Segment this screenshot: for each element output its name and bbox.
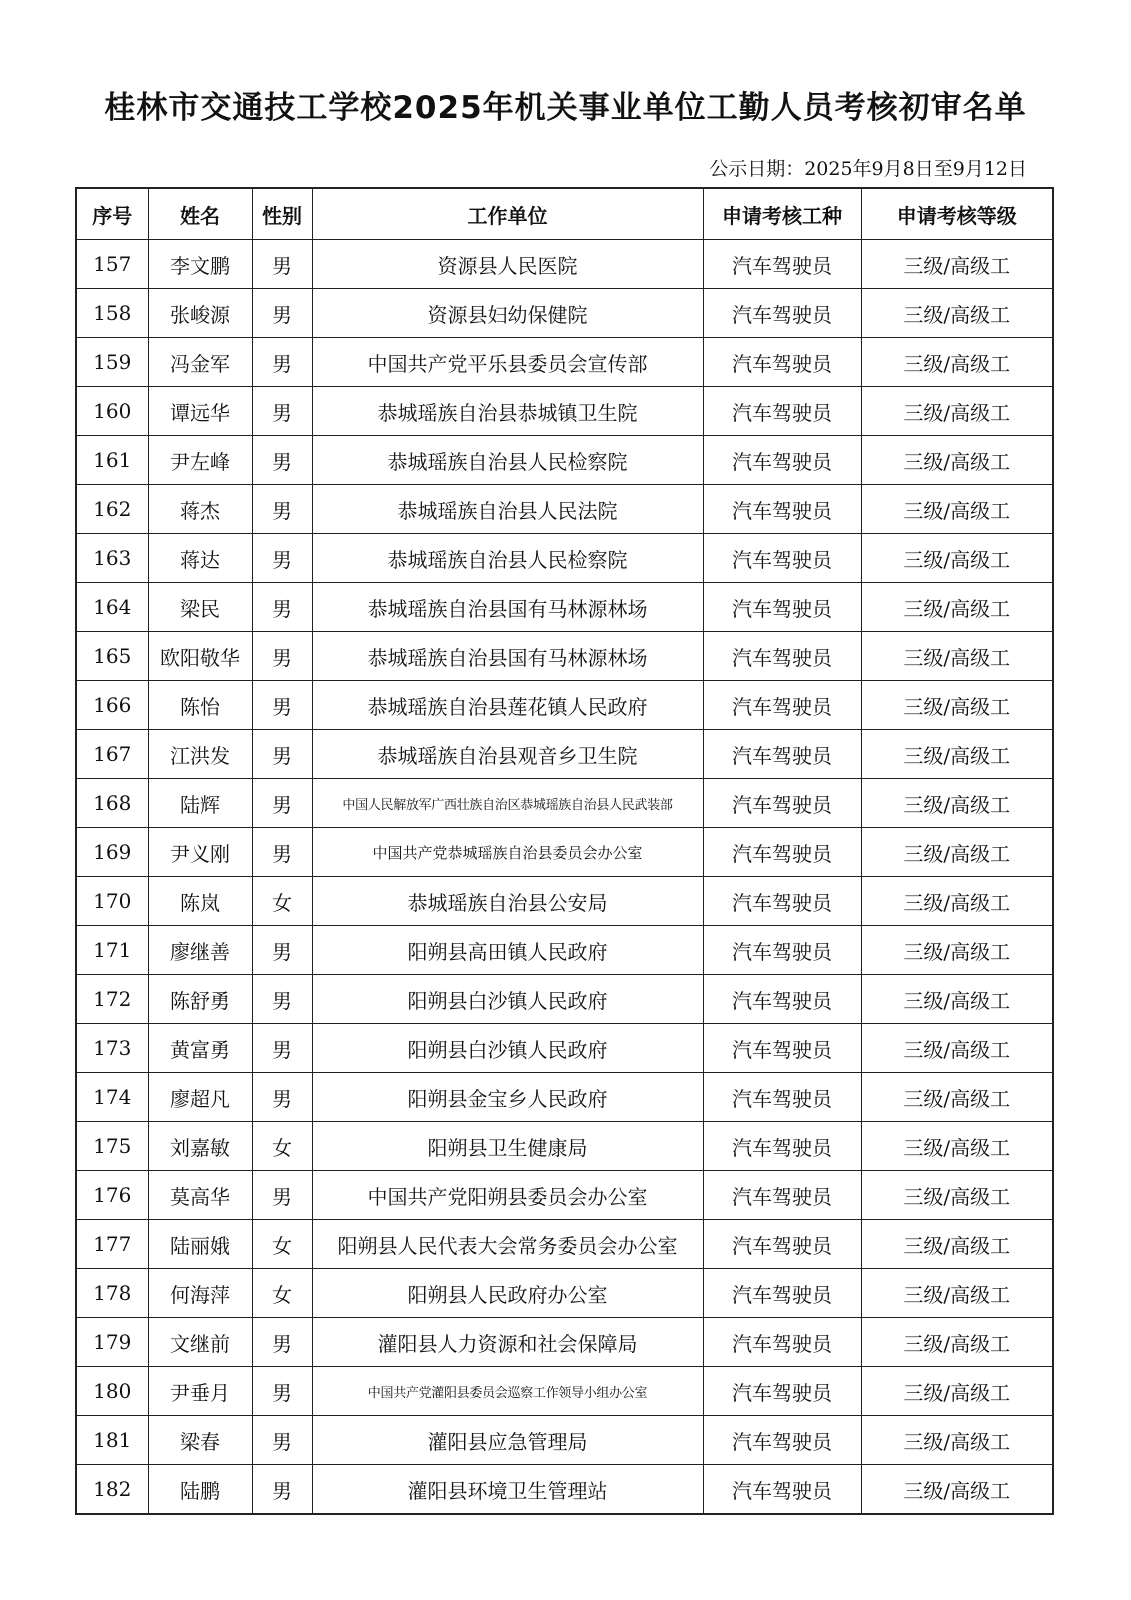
cell-level: 三级/高级工 bbox=[861, 1269, 1053, 1318]
cell-work-unit: 阳朔县高田镇人民政府 bbox=[312, 926, 703, 975]
cell-work-unit: 阳朔县金宝乡人民政府 bbox=[312, 1073, 703, 1122]
table-row bbox=[76, 828, 1053, 877]
cell-name: 梁民 bbox=[148, 583, 252, 632]
cell-gender: 男 bbox=[252, 289, 312, 338]
table-row bbox=[76, 1220, 1053, 1269]
header-name: 姓名 bbox=[148, 188, 252, 240]
cell-level: 三级/高级工 bbox=[861, 975, 1053, 1024]
cell-trade: 汽车驾驶员 bbox=[703, 436, 861, 485]
cell-level: 三级/高级工 bbox=[861, 485, 1053, 534]
cell-work-unit: 阳朔县人民代表大会常务委员会办公室 bbox=[312, 1220, 703, 1269]
cell-name: 陈舒勇 bbox=[148, 975, 252, 1024]
cell-serial: 171 bbox=[76, 926, 148, 975]
cell-work-unit: 灌阳县环境卫生管理站 bbox=[312, 1465, 703, 1515]
cell-name: 黄富勇 bbox=[148, 1024, 252, 1073]
header-gender: 性别 bbox=[252, 188, 312, 240]
cell-serial: 157 bbox=[76, 240, 148, 289]
cell-name: 莫高华 bbox=[148, 1171, 252, 1220]
cell-work-unit: 恭城瑶族自治县公安局 bbox=[312, 877, 703, 926]
cell-gender: 男 bbox=[252, 240, 312, 289]
cell-name: 谭远华 bbox=[148, 387, 252, 436]
table-row bbox=[76, 1171, 1053, 1220]
cell-name: 廖继善 bbox=[148, 926, 252, 975]
table-row bbox=[76, 1122, 1053, 1171]
cell-work-unit: 恭城瑶族自治县国有马林源林场 bbox=[312, 632, 703, 681]
cell-serial: 174 bbox=[76, 1073, 148, 1122]
cell-work-unit: 恭城瑶族自治县人民检察院 bbox=[312, 436, 703, 485]
cell-serial: 161 bbox=[76, 436, 148, 485]
cell-serial: 181 bbox=[76, 1416, 148, 1465]
cell-level: 三级/高级工 bbox=[861, 583, 1053, 632]
cell-name: 梁春 bbox=[148, 1416, 252, 1465]
cell-level: 三级/高级工 bbox=[861, 1367, 1053, 1416]
header-trade: 申请考核工种 bbox=[703, 188, 861, 240]
cell-level: 三级/高级工 bbox=[861, 240, 1053, 289]
cell-name: 陈岚 bbox=[148, 877, 252, 926]
cell-trade: 汽车驾驶员 bbox=[703, 681, 861, 730]
cell-name: 张峻源 bbox=[148, 289, 252, 338]
cell-name: 蒋杰 bbox=[148, 485, 252, 534]
cell-level: 三级/高级工 bbox=[861, 1318, 1053, 1367]
cell-name: 李文鹏 bbox=[148, 240, 252, 289]
cell-gender: 男 bbox=[252, 828, 312, 877]
cell-serial: 159 bbox=[76, 338, 148, 387]
cell-trade: 汽车驾驶员 bbox=[703, 1220, 861, 1269]
cell-level: 三级/高级工 bbox=[861, 338, 1053, 387]
cell-work-unit: 灌阳县应急管理局 bbox=[312, 1416, 703, 1465]
cell-work-unit: 恭城瑶族自治县人民法院 bbox=[312, 485, 703, 534]
table-row bbox=[76, 1269, 1053, 1318]
cell-level: 三级/高级工 bbox=[861, 1416, 1053, 1465]
cell-serial: 169 bbox=[76, 828, 148, 877]
cell-work-unit: 恭城瑶族自治县莲花镇人民政府 bbox=[312, 681, 703, 730]
table-row bbox=[76, 534, 1053, 583]
document-title: 桂林市交通技工学校2025年机关事业单位工勤人员考核初审名单 bbox=[104, 90, 1027, 126]
cell-serial: 182 bbox=[76, 1465, 148, 1515]
cell-name: 欧阳敬华 bbox=[148, 632, 252, 681]
cell-level: 三级/高级工 bbox=[861, 534, 1053, 583]
table-row bbox=[76, 1318, 1053, 1367]
cell-trade: 汽车驾驶员 bbox=[703, 387, 861, 436]
table-row bbox=[76, 387, 1053, 436]
cell-name: 尹垂月 bbox=[148, 1367, 252, 1416]
table-row bbox=[76, 1024, 1053, 1073]
cell-work-unit: 资源县妇幼保健院 bbox=[312, 289, 703, 338]
cell-trade: 汽车驾驶员 bbox=[703, 1073, 861, 1122]
table-header bbox=[76, 188, 1053, 240]
cell-trade: 汽车驾驶员 bbox=[703, 289, 861, 338]
cell-name: 廖超凡 bbox=[148, 1073, 252, 1122]
cell-name: 陆鹏 bbox=[148, 1465, 252, 1515]
cell-work-unit: 阳朔县白沙镇人民政府 bbox=[312, 975, 703, 1024]
cell-work-unit: 中国共产党平乐县委员会宣传部 bbox=[312, 338, 703, 387]
table-row bbox=[76, 975, 1053, 1024]
cell-work-unit: 中国共产党恭城瑶族自治县委员会办公室 bbox=[312, 828, 703, 877]
cell-level: 三级/高级工 bbox=[861, 1024, 1053, 1073]
cell-serial: 160 bbox=[76, 387, 148, 436]
cell-gender: 男 bbox=[252, 1367, 312, 1416]
cell-trade: 汽车驾驶员 bbox=[703, 1318, 861, 1367]
cell-level: 三级/高级工 bbox=[861, 730, 1053, 779]
candidate-table bbox=[75, 187, 1054, 1515]
cell-level: 三级/高级工 bbox=[861, 289, 1053, 338]
cell-gender: 男 bbox=[252, 730, 312, 779]
cell-trade: 汽车驾驶员 bbox=[703, 1416, 861, 1465]
cell-trade: 汽车驾驶员 bbox=[703, 1171, 861, 1220]
cell-level: 三级/高级工 bbox=[861, 926, 1053, 975]
cell-level: 三级/高级工 bbox=[861, 681, 1053, 730]
cell-name: 文继前 bbox=[148, 1318, 252, 1367]
cell-trade: 汽车驾驶员 bbox=[703, 338, 861, 387]
cell-serial: 166 bbox=[76, 681, 148, 730]
table-row bbox=[76, 779, 1053, 828]
cell-gender: 男 bbox=[252, 1465, 312, 1515]
cell-gender: 男 bbox=[252, 1073, 312, 1122]
table-row bbox=[76, 583, 1053, 632]
table-row bbox=[76, 877, 1053, 926]
cell-trade: 汽车驾驶员 bbox=[703, 828, 861, 877]
cell-level: 三级/高级工 bbox=[861, 779, 1053, 828]
cell-name: 尹义刚 bbox=[148, 828, 252, 877]
cell-trade: 汽车驾驶员 bbox=[703, 975, 861, 1024]
table-row bbox=[76, 436, 1053, 485]
cell-trade: 汽车驾驶员 bbox=[703, 583, 861, 632]
cell-gender: 女 bbox=[252, 1269, 312, 1318]
cell-name: 陈怡 bbox=[148, 681, 252, 730]
cell-work-unit: 灌阳县人力资源和社会保障局 bbox=[312, 1318, 703, 1367]
cell-name: 冯金军 bbox=[148, 338, 252, 387]
cell-level: 三级/高级工 bbox=[861, 1171, 1053, 1220]
cell-serial: 165 bbox=[76, 632, 148, 681]
table-row bbox=[76, 1073, 1053, 1122]
header-work-unit: 工作单位 bbox=[312, 188, 703, 240]
cell-serial: 179 bbox=[76, 1318, 148, 1367]
cell-work-unit: 资源县人民医院 bbox=[312, 240, 703, 289]
cell-level: 三级/高级工 bbox=[861, 1465, 1053, 1515]
cell-serial: 170 bbox=[76, 877, 148, 926]
cell-serial: 168 bbox=[76, 779, 148, 828]
cell-name: 何海萍 bbox=[148, 1269, 252, 1318]
cell-level: 三级/高级工 bbox=[861, 632, 1053, 681]
cell-name: 尹左峰 bbox=[148, 436, 252, 485]
table-row bbox=[76, 338, 1053, 387]
publicity-date: 公示日期：2025年9月8日至9月12日 bbox=[709, 158, 1027, 180]
cell-work-unit: 阳朔县人民政府办公室 bbox=[312, 1269, 703, 1318]
cell-serial: 158 bbox=[76, 289, 148, 338]
cell-work-unit: 中国共产党阳朔县委员会办公室 bbox=[312, 1171, 703, 1220]
cell-work-unit: 恭城瑶族自治县观音乡卫生院 bbox=[312, 730, 703, 779]
table-row bbox=[76, 1367, 1053, 1416]
cell-work-unit: 恭城瑶族自治县恭城镇卫生院 bbox=[312, 387, 703, 436]
header-row bbox=[76, 188, 1053, 240]
cell-gender: 男 bbox=[252, 338, 312, 387]
cell-gender: 男 bbox=[252, 1024, 312, 1073]
cell-name: 刘嘉敏 bbox=[148, 1122, 252, 1171]
table-row bbox=[76, 1416, 1053, 1465]
cell-gender: 男 bbox=[252, 387, 312, 436]
cell-trade: 汽车驾驶员 bbox=[703, 1465, 861, 1515]
cell-trade: 汽车驾驶员 bbox=[703, 1122, 861, 1171]
table-row bbox=[76, 632, 1053, 681]
cell-serial: 172 bbox=[76, 975, 148, 1024]
cell-gender: 男 bbox=[252, 583, 312, 632]
table-row bbox=[76, 1465, 1053, 1515]
cell-trade: 汽车驾驶员 bbox=[703, 730, 861, 779]
cell-name: 蒋达 bbox=[148, 534, 252, 583]
cell-gender: 男 bbox=[252, 975, 312, 1024]
cell-work-unit: 恭城瑶族自治县国有马林源林场 bbox=[312, 583, 703, 632]
cell-level: 三级/高级工 bbox=[861, 1073, 1053, 1122]
cell-serial: 178 bbox=[76, 1269, 148, 1318]
cell-serial: 177 bbox=[76, 1220, 148, 1269]
cell-gender: 男 bbox=[252, 436, 312, 485]
cell-trade: 汽车驾驶员 bbox=[703, 485, 861, 534]
cell-trade: 汽车驾驶员 bbox=[703, 877, 861, 926]
table-row bbox=[76, 926, 1053, 975]
cell-work-unit: 中国人民解放军广西壮族自治区恭城瑶族自治县人民武装部 bbox=[312, 779, 703, 828]
cell-gender: 男 bbox=[252, 926, 312, 975]
table-row bbox=[76, 289, 1053, 338]
cell-level: 三级/高级工 bbox=[861, 387, 1053, 436]
table-row bbox=[76, 681, 1053, 730]
cell-work-unit: 中国共产党灌阳县委员会巡察工作领导小组办公室 bbox=[312, 1367, 703, 1416]
cell-trade: 汽车驾驶员 bbox=[703, 240, 861, 289]
cell-serial: 175 bbox=[76, 1122, 148, 1171]
cell-serial: 167 bbox=[76, 730, 148, 779]
cell-work-unit: 阳朔县卫生健康局 bbox=[312, 1122, 703, 1171]
header-serial: 序号 bbox=[76, 188, 148, 240]
cell-gender: 男 bbox=[252, 534, 312, 583]
table-row bbox=[76, 240, 1053, 289]
cell-serial: 163 bbox=[76, 534, 148, 583]
cell-gender: 女 bbox=[252, 1122, 312, 1171]
cell-trade: 汽车驾驶员 bbox=[703, 1269, 861, 1318]
cell-trade: 汽车驾驶员 bbox=[703, 779, 861, 828]
cell-gender: 男 bbox=[252, 485, 312, 534]
cell-gender: 女 bbox=[252, 1220, 312, 1269]
cell-trade: 汽车驾驶员 bbox=[703, 534, 861, 583]
cell-trade: 汽车驾驶员 bbox=[703, 632, 861, 681]
cell-level: 三级/高级工 bbox=[861, 828, 1053, 877]
cell-level: 三级/高级工 bbox=[861, 1122, 1053, 1171]
cell-trade: 汽车驾驶员 bbox=[703, 1367, 861, 1416]
cell-gender: 男 bbox=[252, 632, 312, 681]
cell-gender: 男 bbox=[252, 681, 312, 730]
header-level: 申请考核等级 bbox=[861, 188, 1053, 240]
cell-gender: 男 bbox=[252, 1318, 312, 1367]
cell-serial: 162 bbox=[76, 485, 148, 534]
cell-trade: 汽车驾驶员 bbox=[703, 926, 861, 975]
cell-serial: 180 bbox=[76, 1367, 148, 1416]
cell-serial: 164 bbox=[76, 583, 148, 632]
cell-gender: 女 bbox=[252, 877, 312, 926]
cell-level: 三级/高级工 bbox=[861, 1220, 1053, 1269]
table-row bbox=[76, 730, 1053, 779]
cell-level: 三级/高级工 bbox=[861, 436, 1053, 485]
cell-serial: 173 bbox=[76, 1024, 148, 1073]
cell-name: 江洪发 bbox=[148, 730, 252, 779]
cell-trade: 汽车驾驶员 bbox=[703, 1024, 861, 1073]
table-body bbox=[76, 240, 1053, 1515]
cell-gender: 男 bbox=[252, 1416, 312, 1465]
cell-gender: 男 bbox=[252, 779, 312, 828]
cell-name: 陆丽娥 bbox=[148, 1220, 252, 1269]
cell-level: 三级/高级工 bbox=[861, 877, 1053, 926]
cell-gender: 男 bbox=[252, 1171, 312, 1220]
cell-work-unit: 阳朔县白沙镇人民政府 bbox=[312, 1024, 703, 1073]
table-row bbox=[76, 485, 1053, 534]
cell-work-unit: 恭城瑶族自治县人民检察院 bbox=[312, 534, 703, 583]
cell-serial: 176 bbox=[76, 1171, 148, 1220]
cell-name: 陆辉 bbox=[148, 779, 252, 828]
